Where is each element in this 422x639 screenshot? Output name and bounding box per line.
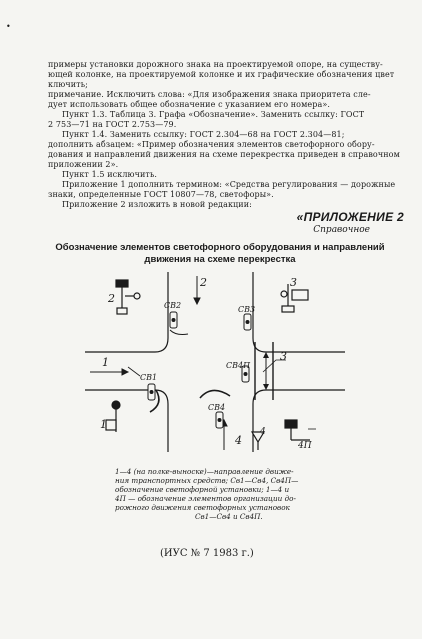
traffic-light-cb3 <box>244 314 251 330</box>
caption-line-3: обозначение светофорной установки; 1—4 и <box>115 486 290 494</box>
label-n1b: 1 <box>100 418 107 431</box>
label-sv4: СВ4 <box>208 403 226 412</box>
body-line-3: ключить; <box>48 80 88 89</box>
body-line-8: Пункт 1.4. Заменить ссылку: ГОСТ 2.304—68 на ГОСТ 2.304—81; <box>62 130 345 139</box>
body-line-2: ющей колонке, на проектируемой колонке и их графические обозначения цвет <box>48 70 395 79</box>
label-sv1: СВ1 <box>140 373 158 382</box>
road-edge-bottom-left <box>85 390 168 452</box>
label-n3: 3 <box>290 276 297 289</box>
intersection-diagram <box>80 272 350 452</box>
sign-post-2 <box>116 280 140 314</box>
body-line-14: знаки, определенные ГОСТ 10807—78, светофоры». <box>48 190 274 199</box>
caption-line-6: Св1—Св4 и Св4П. <box>195 513 263 521</box>
label-n1: 1 <box>102 356 109 369</box>
label-n4b: 4 <box>260 427 266 437</box>
body-line-15: Приложение 2 изложить в новой редакции: <box>62 200 252 209</box>
body-line-11: приложении 2». <box>48 160 119 169</box>
body-line-5: дует использовать общее обозначение с указанием его номера». <box>48 100 330 109</box>
traffic-light-cb2 <box>170 312 188 335</box>
caption-line-1: 1—4 (на полке-выноске)—направление движе- <box>115 468 294 476</box>
label-n4p: 4П <box>298 441 312 451</box>
label-sv4p: СВ4П <box>226 361 251 370</box>
sign-post-4p <box>285 420 310 440</box>
body-line-9: дополнить абзацем: «Пример обозначения элементов светофорного обору- <box>48 140 375 149</box>
body-line-1: примеры установки дорожного знака на проектируемой опоре, на существу- <box>48 60 383 69</box>
body-line-12: Пункт 1.5 исключить. <box>62 170 158 179</box>
sign-post-1 <box>106 401 120 432</box>
body-line-10: дования и направлений движения на схеме перекрестка приведен в справочном <box>48 150 400 159</box>
caption-line-5: рожного движения светофорных установок <box>115 504 290 512</box>
body-line-7: 2 753—71 на ГОСТ 2.753—79. <box>48 120 177 129</box>
label-n2: 2 <box>108 292 115 305</box>
figure-heading-line-1: Обозначение элементов светофорного оборудования и направлений <box>55 242 385 253</box>
traffic-light-cb1 <box>148 384 159 412</box>
label-n4: 4 <box>235 434 242 447</box>
label-n2b: 2 <box>200 276 207 289</box>
arrow-1 <box>122 369 128 375</box>
caption-line-2: ния транспортных средств; Св1—Св4, Св4П— <box>115 477 299 485</box>
body-line-13: Приложение 1 дополнить термином: «Средства регулирования — дорожные <box>62 180 396 189</box>
caption-line-4: 4П — обозначение элементов организации до- <box>115 495 296 503</box>
label-n3b: 3 <box>280 350 287 363</box>
label-sv3: СВ3 <box>238 305 256 314</box>
body-line-6: Пункт 1.3. Таблица 3. Графа «Обозначение». Заменить ссылку: ГОСТ <box>62 110 365 119</box>
label-sv2: СВ2 <box>164 301 182 310</box>
appendix-title: «ПРИЛОЖЕНИЕ 2 <box>296 210 404 224</box>
figure-heading-line-2: движения на схеме перекрестка <box>144 254 296 265</box>
arrow-2 <box>194 298 200 304</box>
margin-mark: • <box>6 22 11 31</box>
appendix-subtitle: Справочное <box>313 225 370 235</box>
road-edge-top-right <box>253 272 345 352</box>
amendment-reference: (ИУС № 7 1983 г.) <box>160 548 254 559</box>
body-line-4: примечание. Исключить слова: «Для изображения знака приоритета сле- <box>48 90 371 99</box>
